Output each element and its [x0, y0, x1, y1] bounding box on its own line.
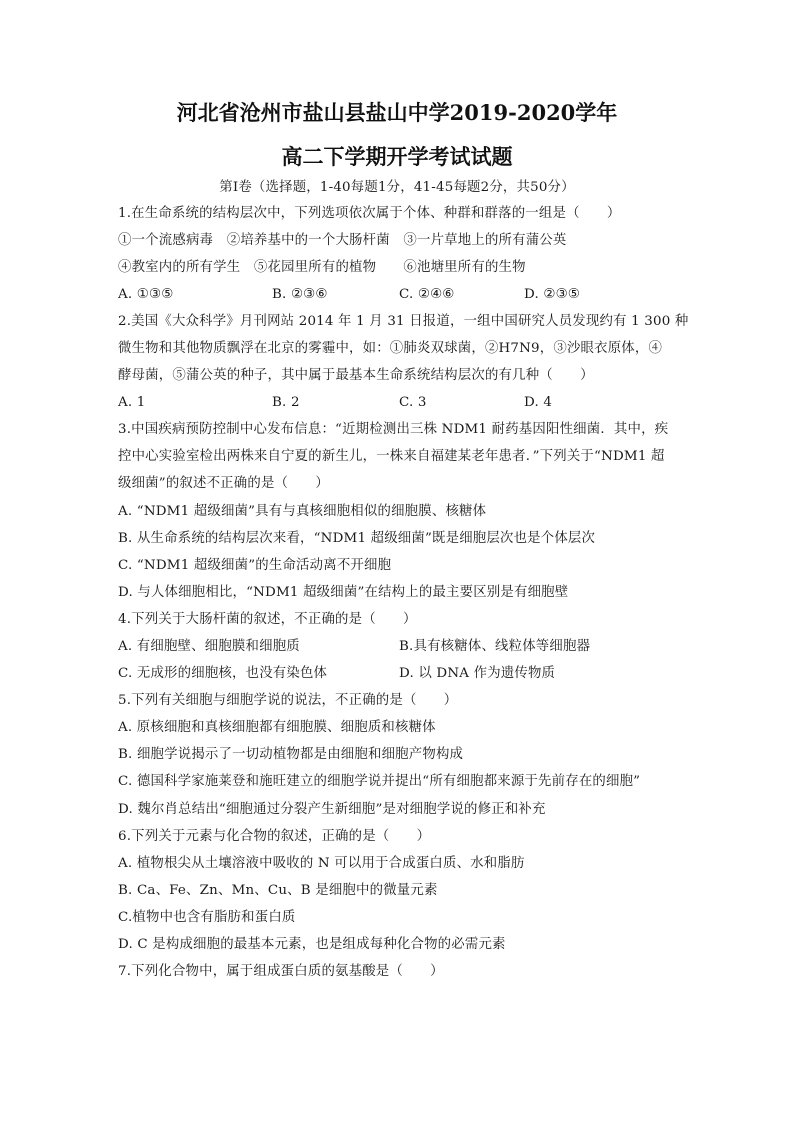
exam-title-line2: 高二下学期开学考试试题 [281, 144, 513, 169]
question-3-option-d: D. 与人体细胞相比，“NDM1 超级细菌”在结构上的最主要区别是有细胞壁 [118, 585, 569, 600]
question-1-options [118, 285, 688, 305]
exam-title-line1: 河北省沧州市盐山县盐山中学2019-2020学年 [176, 100, 618, 125]
question-2-stem-line2: 微生物和其他物质飘浮在北京的雾霾中，如：①肺炎双球菌，②H7N9，③沙眼衣原体，④ [118, 341, 663, 356]
question-4-option-d: D. 以 DNA 作为遗传物质 [399, 666, 556, 681]
question-5-option-b: B. 细胞学说揭示了一切动植物都是由细胞和细胞产物构成 [118, 747, 464, 762]
question-2-stem-line3: 酵母菌，⑤蒲公英的种子，其中属于最基本生命系统结构层次的有几种（ ） [118, 368, 594, 383]
question-4-options-row2 [118, 664, 688, 684]
question-6-option-a: A. 植物根尖从土壤溶液中吸收的 N 可以用于合成蛋白质、水和脂肪 [118, 856, 525, 871]
section-heading: 第Ⅰ卷（选择题，1-40每题1分，41-45每题2分，共50分） [219, 180, 575, 195]
question-6-stem: 6.下列关于元素与化合物的叙述，正确的是（ ） [118, 829, 431, 844]
question-1-option-d: D. ②③⑤ [524, 287, 580, 302]
question-2-option-c: C. 3 [399, 395, 427, 410]
question-1-stem: 1.在生命系统的结构层次中，下列选项依次属于个体、种群和群落的一组是（ ） [118, 206, 621, 221]
question-4-option-b: B.具有核糖体、线粒体等细胞器 [399, 639, 591, 654]
question-6-option-d: D. C 是构成细胞的最基本元素，也是组成每种化合物的必需元素 [118, 937, 506, 952]
question-5-stem: 5.下列有关细胞与细胞学说的说法，不正确的是（ ） [118, 693, 458, 708]
question-1-option-b: B. ②③⑥ [272, 287, 328, 302]
question-2-option-d: D. 4 [524, 395, 553, 410]
question-3-option-c: C. “NDM1 超级细菌”的生命活动离不开细胞 [118, 558, 392, 573]
question-3-stem-line2: 控中心实验室检出两株来自宁夏的新生儿，一株来自福建某老年患者．”下列关于“NDM1 超 [118, 449, 665, 464]
question-1-option-a: A. ①③⑤ [118, 287, 174, 302]
question-4-stem: 4.下列关于大肠杆菌的叙述，不正确的是（ ） [118, 612, 417, 627]
question-2-option-b: B. 2 [272, 395, 300, 410]
question-5-option-d: D. 魏尔肖总结出“细胞通过分裂产生新细胞”是对细胞学说的修正和补充 [118, 802, 546, 817]
question-7-stem: 7.下列化合物中，属于组成蛋白质的氨基酸是（ ） [118, 964, 444, 979]
question-6-option-c: C.植物中也含有脂肪和蛋白质 [118, 910, 296, 925]
question-6-option-b: B. Ca、Fe、Zn、Mn、Cu、B 是细胞中的微量元素 [118, 883, 438, 898]
question-5-option-a: A. 原核细胞和真核细胞都有细胞膜、细胞质和核糖体 [118, 720, 436, 735]
question-4-options-row1 [118, 637, 688, 657]
question-3-option-b: B. 从生命系统的结构层次来看，“NDM1 超级细菌”既是细胞层次也是个体层次 [118, 531, 596, 546]
question-2-option-a: A. 1 [118, 395, 146, 410]
question-2-stem-line1: 2.美国《大众科学》月刊网站 2014 年 1 月 31 日报道，一组中国研究人员发现约有 1 300 种 [118, 314, 689, 329]
question-3-stem-line1: 3.中国疾病预防控制中心发布信息：“近期检测出三株 NDM1 耐药基因阳性细菌．其中，疾 [118, 422, 669, 437]
question-1-option-c: C. ②④⑥ [399, 287, 455, 302]
question-5-option-c: C. 德国科学家施莱登和施旺建立的细胞学说并提出“所有细胞都来源于先前存在的细胞” [118, 774, 641, 789]
question-3-option-a: A. “NDM1 超级细菌”具有与真核细胞相似的细胞膜、核糖体 [118, 504, 487, 519]
question-1-items-row2: ④教室内的所有学生 ⑤花园里所有的植物 ⑥池塘里所有的生物 [118, 260, 526, 275]
question-4-option-c: C. 无成形的细胞核，也没有染色体 [118, 666, 328, 681]
question-4-option-a: A. 有细胞壁、细胞膜和细胞质 [118, 639, 300, 654]
question-2-options [118, 393, 688, 413]
question-1-items-row1: ①一个流感病毒 ②培养基中的一个大肠杆菌 ③一片草地上的所有蒲公英 [118, 233, 567, 248]
question-3-stem-line3: 级细菌”的叙述不正确的是（ ） [118, 476, 329, 491]
